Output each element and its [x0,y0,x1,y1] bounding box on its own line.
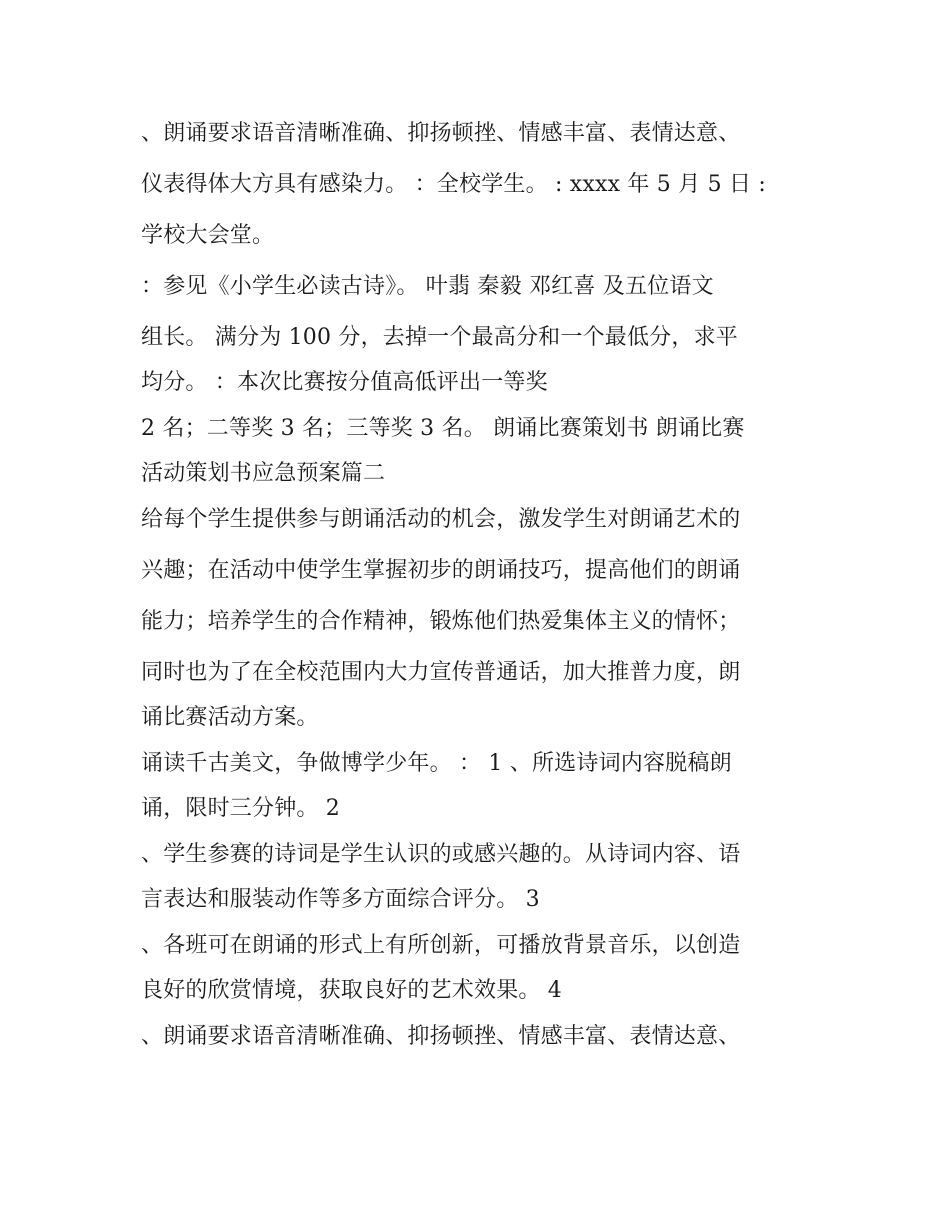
text-line: 活动策划书应急预案篇二 [141,461,386,486]
text-line: 同时也为了在全校范围内大力宣传普通话，加大推普力度，朗 [141,660,741,685]
text-line: 2 名；二等奖 3 名；三等奖 3 名。 朗诵比赛策划书 朗诵比赛 [141,416,745,441]
text-line: 言表达和服装动作等多方面综合评分。 3 [141,887,540,912]
text-line: 、各班可在朗诵的形式上有所创新，可播放背景音乐，以创造 [141,933,741,958]
text-line: 、学生参赛的诗词是学生认识的或感兴趣的。从诗词内容、语 [141,842,741,867]
text-line: 、朗诵要求语音清晰准确、抑扬顿挫、情感丰富、表情达意、 [141,1024,741,1049]
text-line: 组长。 满分为 100 分，去掉一个最高分和一个最低分，求平 [141,325,738,350]
text-line: 诵比赛活动方案。 [141,705,319,730]
text-line: ：参见《小学生必读古诗》。 叶翡 秦毅 邓红喜 及五位语文 [141,274,714,299]
text-line: 良好的欣赏情境，获取良好的艺术效果。 4 [141,978,562,1003]
text-line: 均分。 ：本次比赛按分值高低评出一等奖 [141,370,548,395]
text-line: 兴趣；在活动中使学生掌握初步的朗诵技巧，提高他们的朗诵 [141,558,741,583]
text-line: 诵读千古美文，争做博学少年。 ： 1 、所选诗词内容脱稿朗 [141,751,732,776]
document-body [141,108,831,1062]
text-line: 仪表得体大方具有感染力。 ：全校学生。 : xxxx 年 5 月 5 日 : [141,172,766,197]
text-line: 能力；培养学生的合作精神，锻炼他们热爱集体主义的情怀； [141,609,741,634]
text-line: 学校大会堂。 [141,223,275,248]
text-line: 、朗诵要求语音清晰准确、抑扬顿挫、情感丰富、表情达意、 [141,121,741,146]
text-line: 诵，限时三分钟。 2 [141,796,340,821]
text-line: 给每个学生提供参与朗诵活动的机会，激发学生对朗诵艺术的 [141,507,741,532]
